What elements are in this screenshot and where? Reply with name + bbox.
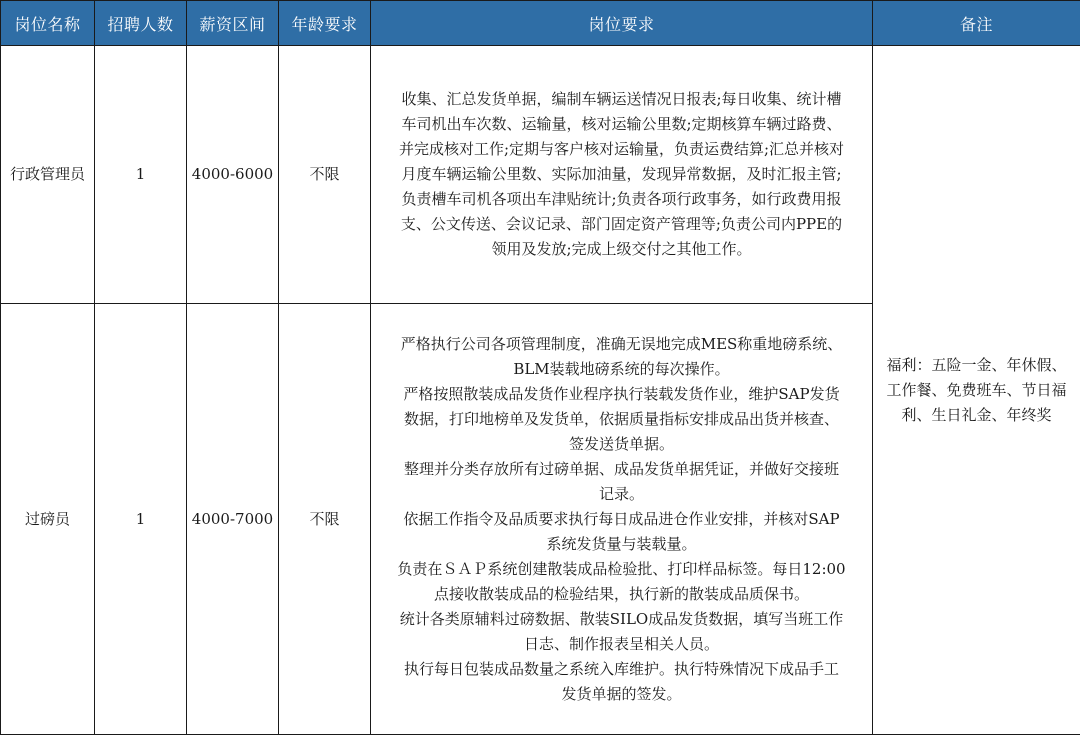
requirement-line: 统计各类原辅料过磅数据、散装SILO成品发货数据，填写当班工作 [399,609,844,628]
requirement-paragraph [371,657,872,707]
remark-line: 福利：五险一金、年休假、 [886,355,1067,374]
requirement-line: 整理并分类存放所有过磅单据、成品发货单据凭证，并做好交接班 [403,459,839,478]
requirement-line: 点接收散装成品的检验结果，执行新的散装成品质保书。 [433,584,809,603]
job-title-cell: 过磅员 [1,304,95,735]
requirement-line: 严格按照散装成品发货作业程序执行装载发货作业，维护SAP发货 [403,384,840,403]
age-requirement-cell: 不限 [279,304,371,735]
requirement-line: 负责槽车司机各项出车津贴统计;负责各项行政事务，如行政费用报 [401,190,842,208]
requirement-paragraph [371,382,872,457]
requirement-paragraph [371,607,872,657]
job-requirements-cell [371,46,873,304]
salary-range-cell: 4000-7000 [187,304,279,735]
remark-line: 利、生日礼金、年终奖 [901,405,1052,424]
header-remarks: 备注 [873,1,1080,46]
requirement-line: 领用及发放;完成上级交付之其他工作。 [491,240,752,258]
requirement-line: BLM装载地磅系统的每次操作。 [513,359,730,378]
salary-range-cell: 4000-6000 [187,46,279,304]
requirement-line: 依据工作指令及品质要求执行每日成品进仓作业安排，并核对SAP [403,509,840,528]
header-headcount: 招聘人数 [95,1,187,46]
requirement-line: 收集、汇总发货单据，编制车辆运送情况日报表;每日收集、统计槽 [401,90,842,108]
job-title-cell: 行政管理员 [1,46,95,304]
requirement-line: 签发送货单据。 [568,434,674,453]
remarks-cell [873,46,1080,735]
requirement-line: 执行每日包装成品数量之系统入库维护。执行特殊情况下成品手工 [403,659,839,678]
requirement-paragraph [371,332,872,382]
header-job-requirements: 岗位要求 [371,1,873,46]
table-row [1,46,1080,304]
requirement-line: 记录。 [598,484,644,503]
job-requirements-cell [371,304,873,735]
headcount-cell: 1 [95,46,187,304]
header-salary-range: 薪资区间 [187,1,279,46]
requirement-line: 月度车辆运输公里数、实际加油量，发现异常数据，及时汇报主管; [401,165,842,183]
requirement-line: 负责在ＳＡＰ系统创建散装成品检验批、打印样品标签。每日12:00 [397,559,846,578]
requirement-paragraph [371,557,872,607]
requirement-line: 严格执行公司各项管理制度，准确无误地完成MES称重地磅系统、 [400,334,843,353]
requirement-line: 数据，打印地榜单及发货单，依据质量指标安排成品出货并核查、 [403,409,839,428]
table-header-row [1,1,1080,46]
requirement-line: 系统发货量与装载量。 [546,534,697,553]
headcount-cell: 1 [95,304,187,735]
requirement-line: 日志、制作报表呈相关人员。 [523,634,719,653]
remark-line: 工作餐、免费班车、节日福 [886,380,1067,399]
requirement-paragraph [371,87,872,262]
requirement-line: 车司机出车次数、运输量，核对运输公里数;定期核算车辆过路费、 [401,115,842,133]
requirement-line: 并完成核对工作;定期与客户核对运输量，负责运费结算;汇总并核对 [398,140,845,158]
requirement-paragraph [371,457,872,507]
header-age-requirement: 年龄要求 [279,1,371,46]
age-requirement-cell: 不限 [279,46,371,304]
requirement-line: 支、公文传送、会议记录、部门固定资产管理等;负责公司内PPE的 [400,215,843,233]
requirement-paragraph [371,507,872,557]
header-job-title: 岗位名称 [1,1,95,46]
requirement-line: 发货单据的签发。 [561,684,682,703]
